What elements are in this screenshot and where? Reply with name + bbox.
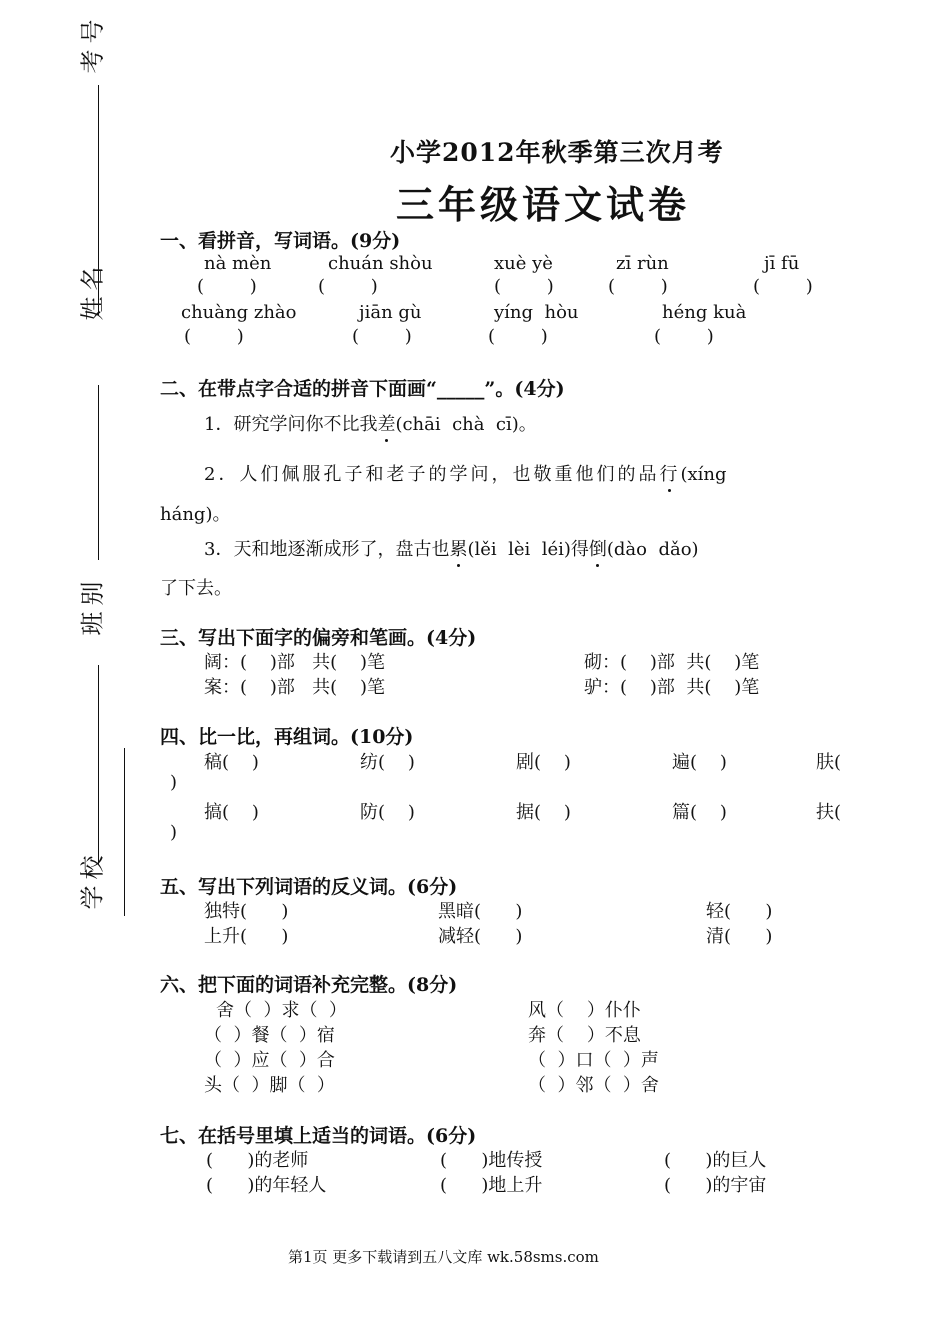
radical-item[interactable]: 砌：( )部 共( )笔 [584,652,760,673]
compare-item[interactable]: 扶( [816,802,842,823]
s2-question-2-cont[interactable]: háng)。 [160,504,231,525]
s2-question-3-cont: 了下去。 [160,578,232,599]
answer-blank[interactable]: ( ) [753,276,813,297]
pinyin: chuán shòu [328,253,433,274]
answer-blank[interactable]: ( ) [608,276,668,297]
idiom-item[interactable]: （ ）应（ ）合 [204,1050,335,1071]
answer-blank[interactable]: ( ) [494,276,554,297]
antonym-item[interactable]: 清( ) [706,926,773,947]
answer-blank[interactable]: ( ) [184,326,244,347]
idiom-item[interactable]: 奔（ ）不息 [528,1025,641,1046]
dotted-char: 差 [377,410,395,436]
answer-blank[interactable]: ( ) [352,326,412,347]
pinyin: yíng hòu [494,302,579,323]
section2-heading: 二、在带点字合适的拼音下面画“_____”。(4分) [160,378,565,400]
radical-item[interactable]: 驴：( )部 共( )笔 [584,677,760,698]
compare-item[interactable]: 据( ) [516,802,571,823]
pinyin: nà mèn [204,253,272,274]
pinyin: jiān gù [359,302,422,323]
antonym-item[interactable]: 上升( ) [204,926,289,947]
exam-no-label: 考号 [78,13,107,74]
s2-question-2: 2．人们佩服孔子和老子的学问，也敬重他们的品行(xíng [204,460,727,486]
compare-item[interactable]: 纺( ) [360,752,415,773]
section1-heading: 一、看拼音，写词语。(9分) [160,230,401,252]
dotted-char: 行 [659,460,680,486]
class-label: 班别 [78,575,107,636]
section3-heading: 三、写出下面字的偏旁和笔画。(4分) [160,627,477,649]
antonym-item[interactable]: 独特( ) [204,901,289,922]
pinyin: chuàng zhào [181,302,297,323]
fill-item[interactable]: ( )地上升 [440,1175,543,1196]
class-line [98,665,99,865]
s2-question-1: 1．研究学问你不比我差(chāi chà cī)。 [204,410,537,436]
idiom-item[interactable]: 头（ ）脚（ ） [204,1075,335,1096]
idiom-item[interactable]: 风（ ）仆仆 [528,1000,641,1021]
compare-item-close: ) [170,772,178,793]
section5-heading: 五、写出下列词语的反义词。(6分) [160,876,458,898]
compare-item[interactable]: 肤( [816,752,842,773]
section4-heading: 四、比一比，再组词。(10分) [160,726,414,748]
idiom-item[interactable]: （ ）邻（ ）舍 [528,1075,659,1096]
fill-item[interactable]: ( )的巨人 [664,1150,767,1171]
fill-item[interactable]: ( )的老师 [206,1150,309,1171]
compare-item[interactable]: 剧( ) [516,752,571,773]
idiom-item[interactable]: 舍（ ）求（ ） [216,1000,347,1021]
antonym-item[interactable]: 黑暗( ) [438,901,523,922]
exam-title: 三年级语文试卷 [396,182,691,227]
name-line [98,385,99,560]
compare-item-close: ) [170,822,178,843]
fill-item[interactable]: ( )的宇宙 [664,1175,767,1196]
answer-blank[interactable]: ( ) [318,276,378,297]
school-label: 学校 [78,849,107,910]
section6-heading: 六、把下面的词语补充完整。(8分) [160,974,458,996]
pinyin: xuè yè [494,253,553,274]
radical-item[interactable]: 案：( )部 共( )笔 [204,677,386,698]
compare-item[interactable]: 防( ) [360,802,415,823]
antonym-item[interactable]: 减轻( ) [438,926,523,947]
antonym-item[interactable]: 轻( ) [706,901,773,922]
answer-blank[interactable]: ( ) [197,276,257,297]
fill-item[interactable]: ( )地传授 [440,1150,543,1171]
pinyin: héng kuà [662,302,747,323]
school-line-outer [124,748,125,916]
radical-item[interactable]: 阔：( )部 共( )笔 [204,652,386,673]
pinyin: zī rùn [616,253,669,274]
page-footer: 第1页 更多下载请到五八文库 wk.58sms.com [288,1248,599,1266]
answer-blank[interactable]: ( ) [654,326,714,347]
idiom-item[interactable]: （ ）口（ ）声 [528,1050,659,1071]
compare-item[interactable]: 搞( ) [204,802,259,823]
compare-item[interactable]: 遍( ) [672,752,727,773]
compare-item[interactable]: 篇( ) [672,802,727,823]
fill-item[interactable]: ( )的年轻人 [206,1175,327,1196]
exam-subtitle: 小学2012年秋季第三次月考 [390,138,724,167]
s2-question-3: 3．天和地逐渐成形了，盘古也累(lěi lèi léi)得倒(dào dǎo) [204,535,699,561]
dotted-char: 倒 [589,535,607,561]
answer-blank[interactable]: ( ) [488,326,548,347]
section7-heading: 七、在括号里填上适当的词语。(6分) [160,1125,477,1147]
dotted-char: 累 [449,535,467,561]
pinyin: jī fū [764,253,800,274]
compare-item[interactable]: 稿( ) [204,752,259,773]
name-label: 姓名 [78,260,107,321]
idiom-item[interactable]: （ ）餐（ ）宿 [204,1025,335,1046]
